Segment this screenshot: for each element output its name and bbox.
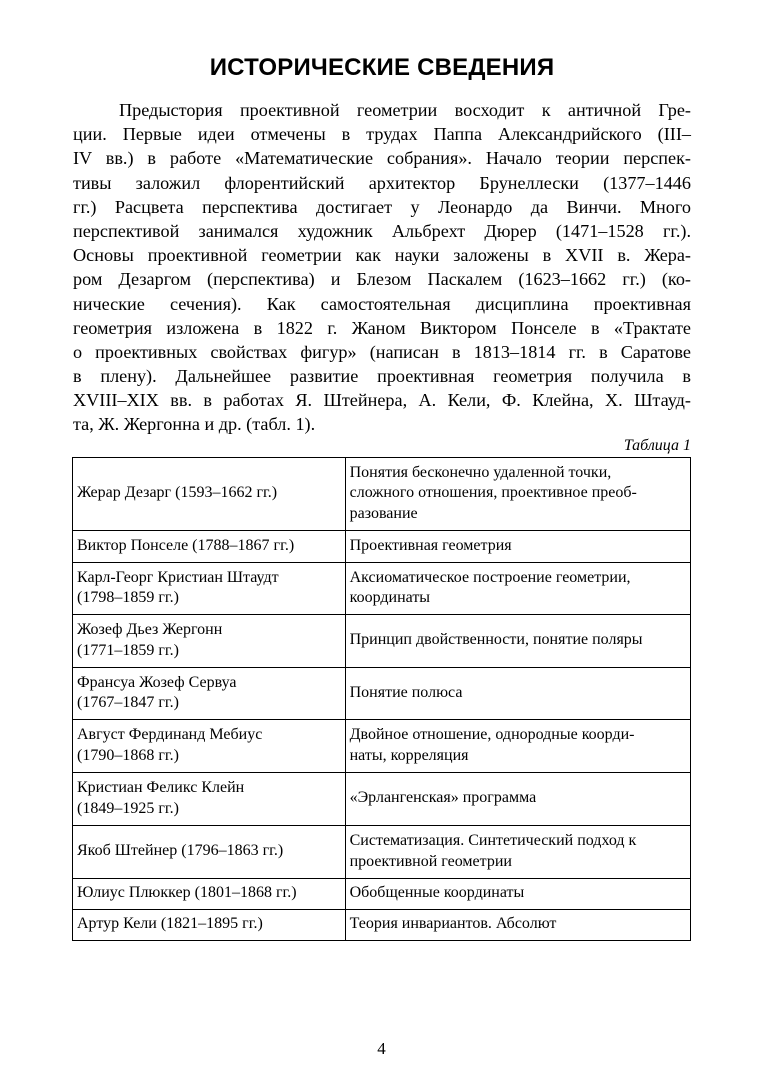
table-row [73, 879, 691, 910]
person-text: (1767–1847 гг.) [77, 694, 179, 711]
contribution-text: наты, корреляция [349, 746, 469, 764]
paragraph-line: ром Дезаргом (перспектива) и Блезом Паскалем (1623–1662 гг.) (ко- [73, 269, 691, 290]
table-row [73, 531, 691, 563]
contribution-cell [345, 458, 690, 531]
paragraph-line: ции. Первые идеи отмечены в трудах Паппа Александрийского (III– [73, 124, 691, 145]
contribution-text: Обобщенные координаты [349, 884, 525, 902]
paragraph-line: геометрия изложена в 1822 г. Жаном Виктором Понселе в «Трактате [73, 317, 691, 338]
history-table [72, 457, 691, 941]
contribution-cell [345, 615, 690, 668]
person-cell [73, 826, 346, 879]
paragraph-line: о проективных свойствах фигур» (написан в 1813–1814 гг. в Саратове [73, 341, 691, 362]
contribution-text: Понятия бесконечно удаленной точки, [349, 463, 612, 481]
paragraph-line: IV вв.) в работе «Математические собрания». Начало теории перспек- [73, 148, 691, 169]
person-text: Жерар Дезарг (1593–1662 гг.) [77, 484, 278, 502]
person-text: Август Фердинанд Мебиус [77, 726, 263, 743]
contribution-text: проективной геометрии [349, 852, 512, 870]
person-text: Виктор Понселе (1788–1867 гг.) [77, 536, 295, 554]
contribution-text: Понятие полюса [349, 683, 463, 701]
person-cell [73, 720, 346, 773]
contribution-text: Аксиоматическое построение геометрии, [349, 568, 631, 586]
table-row [73, 720, 691, 773]
intro-paragraph [73, 98, 691, 437]
table-row [73, 910, 691, 941]
table-caption: Таблица 1 [623, 437, 691, 454]
person-text: Франсуа Жозеф Сервуа [77, 673, 237, 691]
table-row [73, 563, 691, 615]
person-cell [73, 910, 346, 941]
table-row [73, 826, 691, 879]
contribution-text: Двойное отношение, однородные коорди- [349, 726, 635, 743]
contribution-text: Принцип двойственности, понятие поляры [349, 631, 643, 649]
person-cell [73, 615, 346, 668]
contribution-cell [345, 879, 690, 910]
person-cell [73, 879, 346, 910]
paragraph-line: гг.) Расцвета перспектива достигает у Леонардо да Винчи. Много [73, 196, 691, 217]
paragraph-line: XVIII–XIX вв. в работах Я. Штейнера, А. Кели, Ф. Клейна, Х. Штауд- [73, 390, 691, 411]
paragraph-line: Основы проективной геометрии как науки заложены в XVII в. Жера- [73, 245, 691, 266]
person-cell [73, 531, 346, 563]
page-number: 4 [377, 1039, 386, 1058]
contribution-cell [345, 668, 690, 720]
person-text: Кристиан Феликс Клейн [77, 779, 245, 796]
person-text: Артур Кели (1821–1895 гг.) [77, 915, 263, 933]
person-text: Якоб Штейнер (1796–1863 гг.) [77, 842, 284, 860]
person-cell [73, 458, 346, 531]
contribution-text: Проективная геометрия [349, 536, 512, 554]
person-text: Юлиус Плюккер (1801–1868 гг.) [77, 884, 297, 902]
contribution-cell [345, 826, 690, 879]
contribution-text: «Эрлангенская» программа [349, 789, 537, 807]
paragraph-line: Предыстория проективной геометрии восходит к античной Гре- [119, 100, 691, 120]
person-text: (1790–1868 гг.) [77, 746, 179, 764]
person-cell [73, 563, 346, 615]
person-text: Жозеф Дьез Жергонн [77, 621, 223, 638]
table-row [73, 668, 691, 720]
contribution-text: сложного отношения, проективное преоб- [349, 484, 637, 502]
page-title: ИСТОРИЧЕСКИЕ СВЕДЕНИЯ [209, 54, 555, 81]
contribution-text: разование [349, 504, 418, 522]
table-row [73, 615, 691, 668]
contribution-cell [345, 773, 690, 826]
contribution-cell [345, 531, 690, 563]
person-cell [73, 668, 346, 720]
paragraph-line: нические сечения). Как самостоятельная дисциплина проективная [73, 293, 691, 314]
person-text: Карл-Георг Кристиан Штаудт [77, 568, 279, 586]
contribution-text: Теория инвариантов. Абсолют [349, 915, 557, 933]
paragraph-line: та, Ж. Жергонна и др. (табл. 1). [73, 414, 316, 435]
person-text: (1771–1859 гг.) [77, 641, 179, 659]
table-row [73, 458, 691, 531]
person-text: (1849–1925 гг.) [77, 799, 179, 817]
paragraph-line: перспективой занимался художник Альбрехт Дюрер (1471–1528 гг.). [73, 220, 691, 241]
person-cell [73, 773, 346, 826]
table-row [73, 773, 691, 826]
contribution-cell [345, 720, 690, 773]
person-text: (1798–1859 гг.) [77, 589, 179, 606]
contribution-cell [345, 563, 690, 615]
contribution-cell [345, 910, 690, 941]
paragraph-line: в плену). Дальнейшее развитие проективная геометрия получила в [73, 366, 691, 387]
paragraph-line: тивы заложил флорентийский архитектор Брунеллески (1377–1446 [73, 172, 691, 193]
contribution-text: Систематизация. Синтетический подход к [349, 832, 637, 849]
contribution-text: координаты [349, 589, 431, 606]
